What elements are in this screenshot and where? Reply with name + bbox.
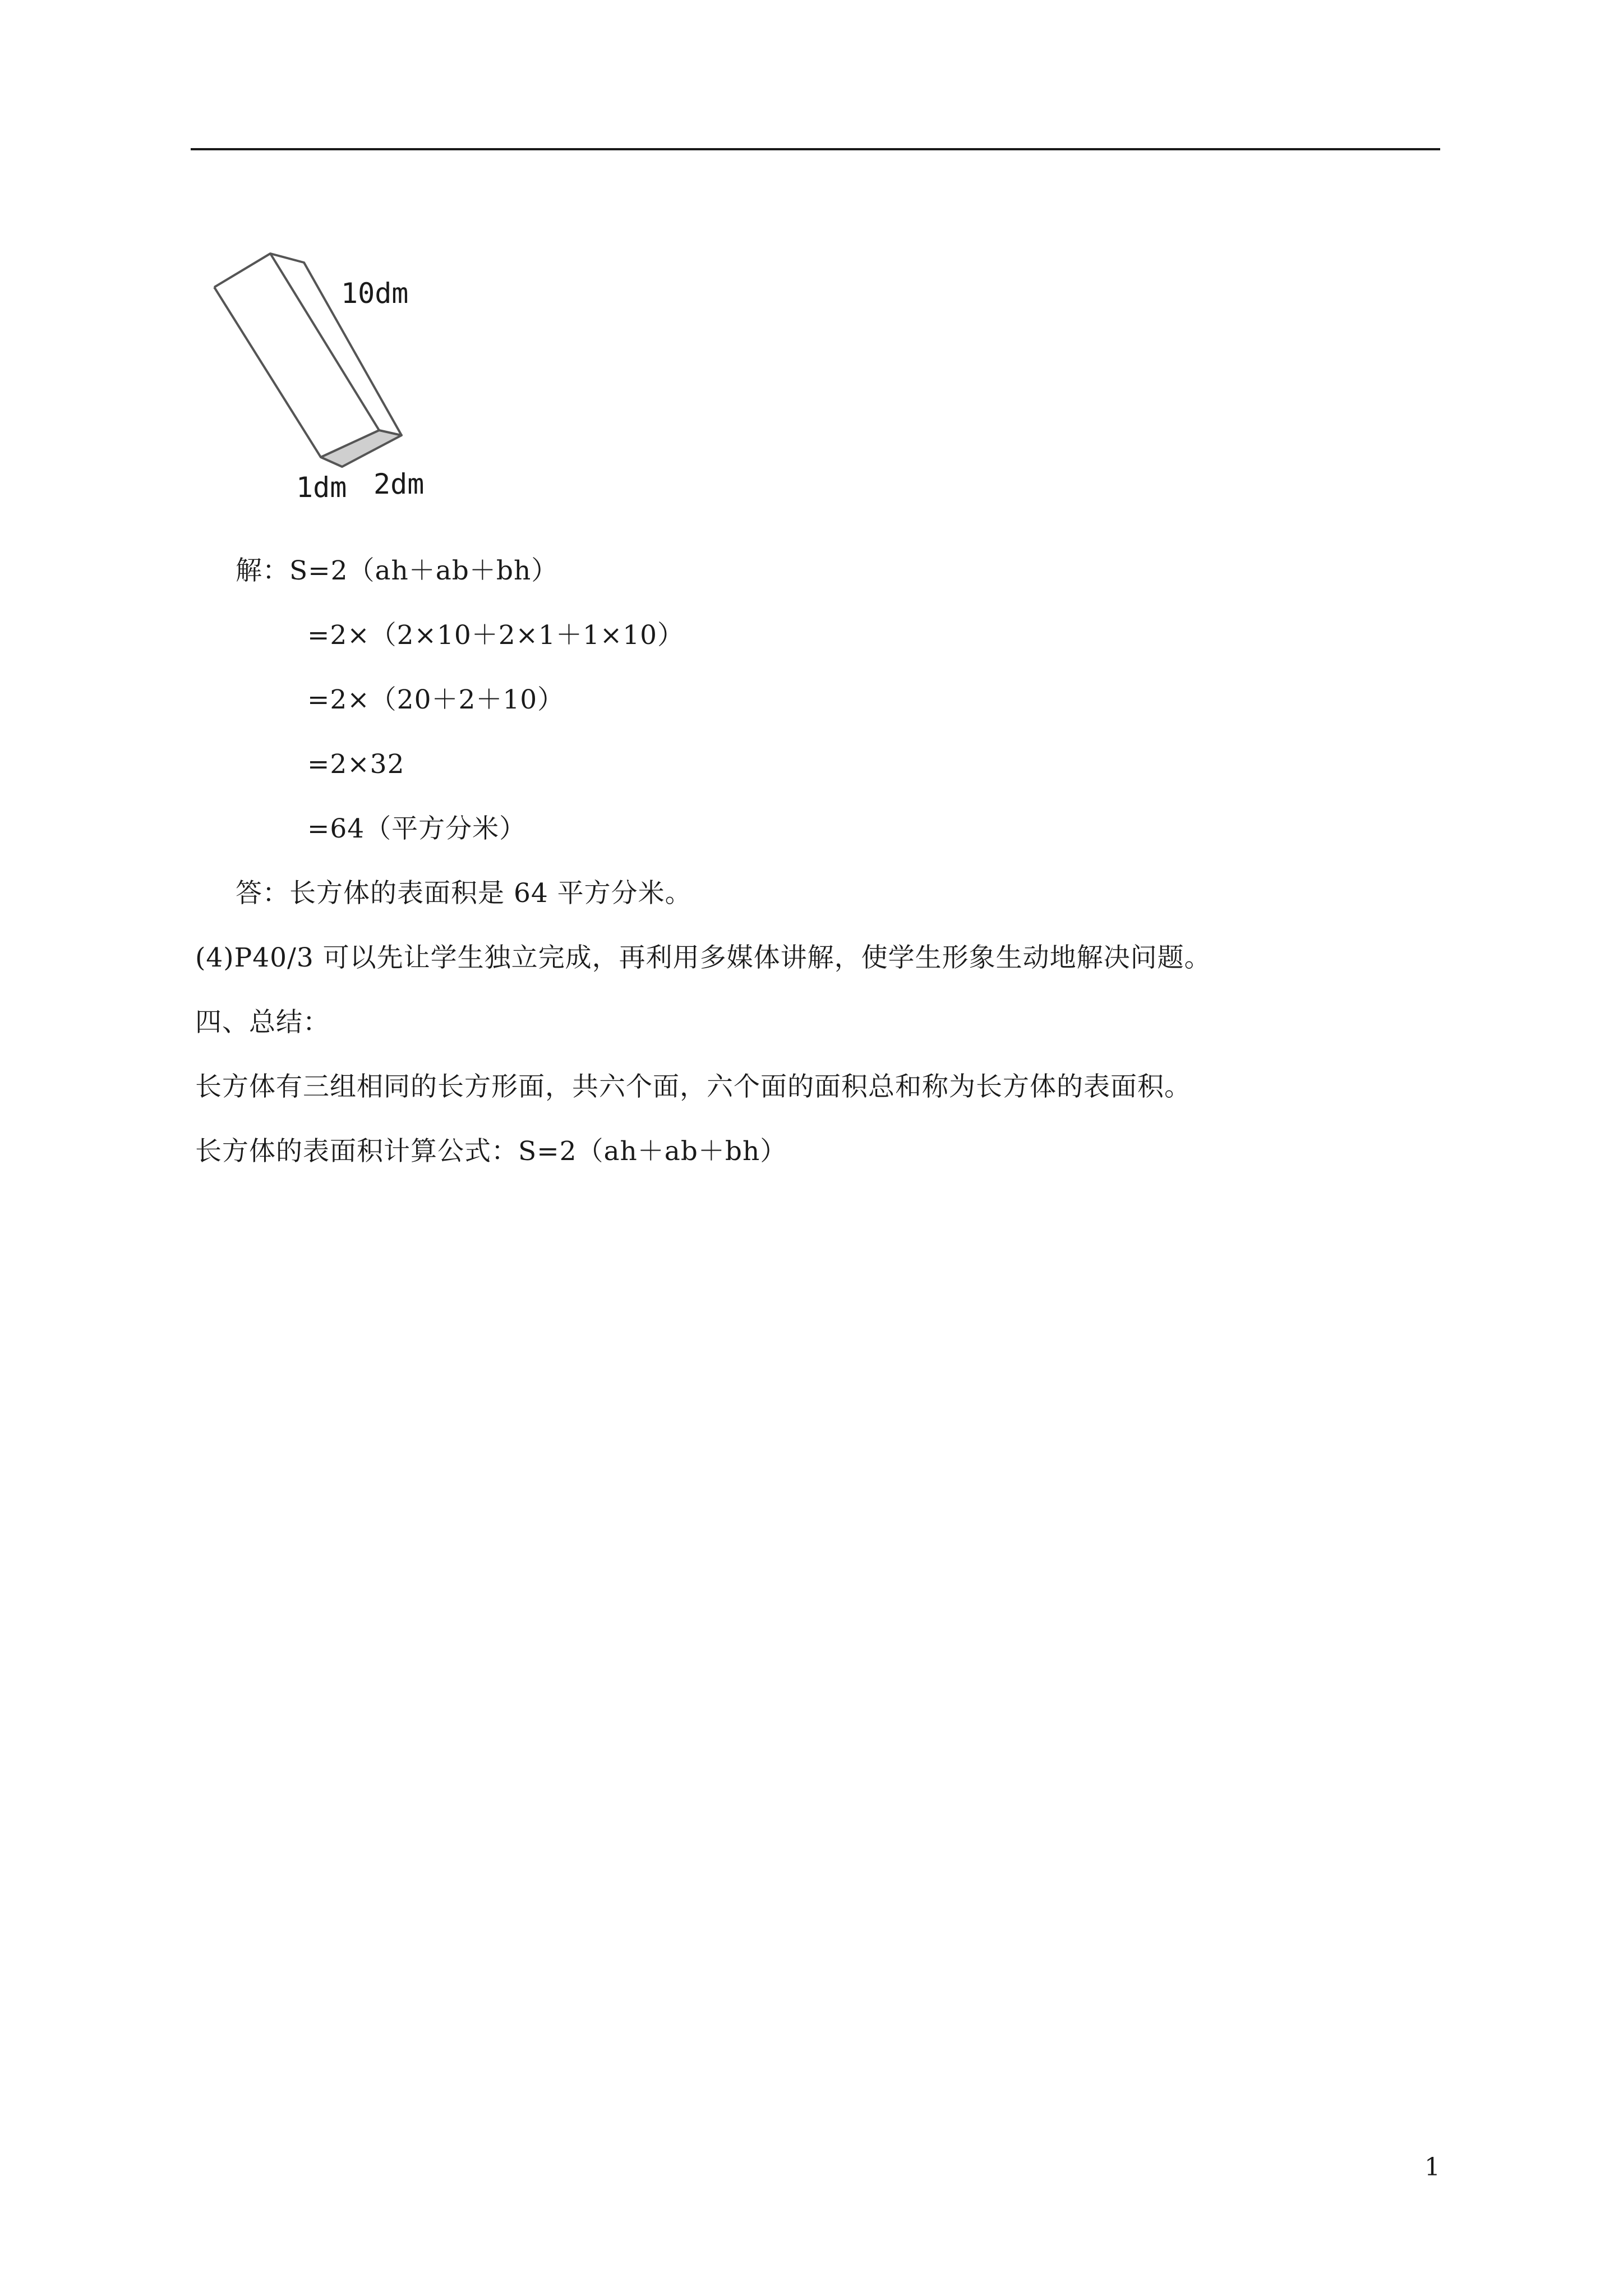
page-number: 1: [1424, 2153, 1440, 2182]
section-four-heading: 四、总结：: [195, 1007, 330, 1038]
solution-step-1: =2×（2×10＋2×1＋1×10）: [307, 620, 685, 651]
solution-answer: 答：长方体的表面积是 64 平方分米。: [236, 878, 692, 909]
summary-formula: 长方体的表面积计算公式：S=2（ah＋ab＋bh）: [195, 1136, 787, 1167]
cuboid-diagram: [202, 236, 471, 505]
activity-4-paragraph: (4)P40/3 可以先让学生独立完成，再利用多媒体讲解，使学生形象生动地解决问题。: [195, 942, 1211, 973]
header-rule: [191, 148, 1440, 150]
label-length: 10dm: [341, 277, 409, 310]
summary-paragraph: 长方体有三组相同的长方形面，共六个面，六个面的面积总和称为长方体的表面积。: [195, 1071, 1191, 1102]
solution-step-2: =2×（20＋2＋10）: [307, 684, 565, 715]
solution-formula: 解：S=2（ah＋ab＋bh）: [236, 555, 559, 586]
cuboid-bottom-face: [321, 430, 402, 467]
label-width: 1dm: [296, 471, 347, 504]
label-height: 2dm: [374, 468, 425, 500]
solution-step-3: =2×32: [307, 749, 405, 780]
cuboid-figure: [202, 236, 471, 505]
cuboid-front-face: [214, 254, 323, 455]
solution-step-4: =64（平方分米）: [307, 813, 527, 844]
